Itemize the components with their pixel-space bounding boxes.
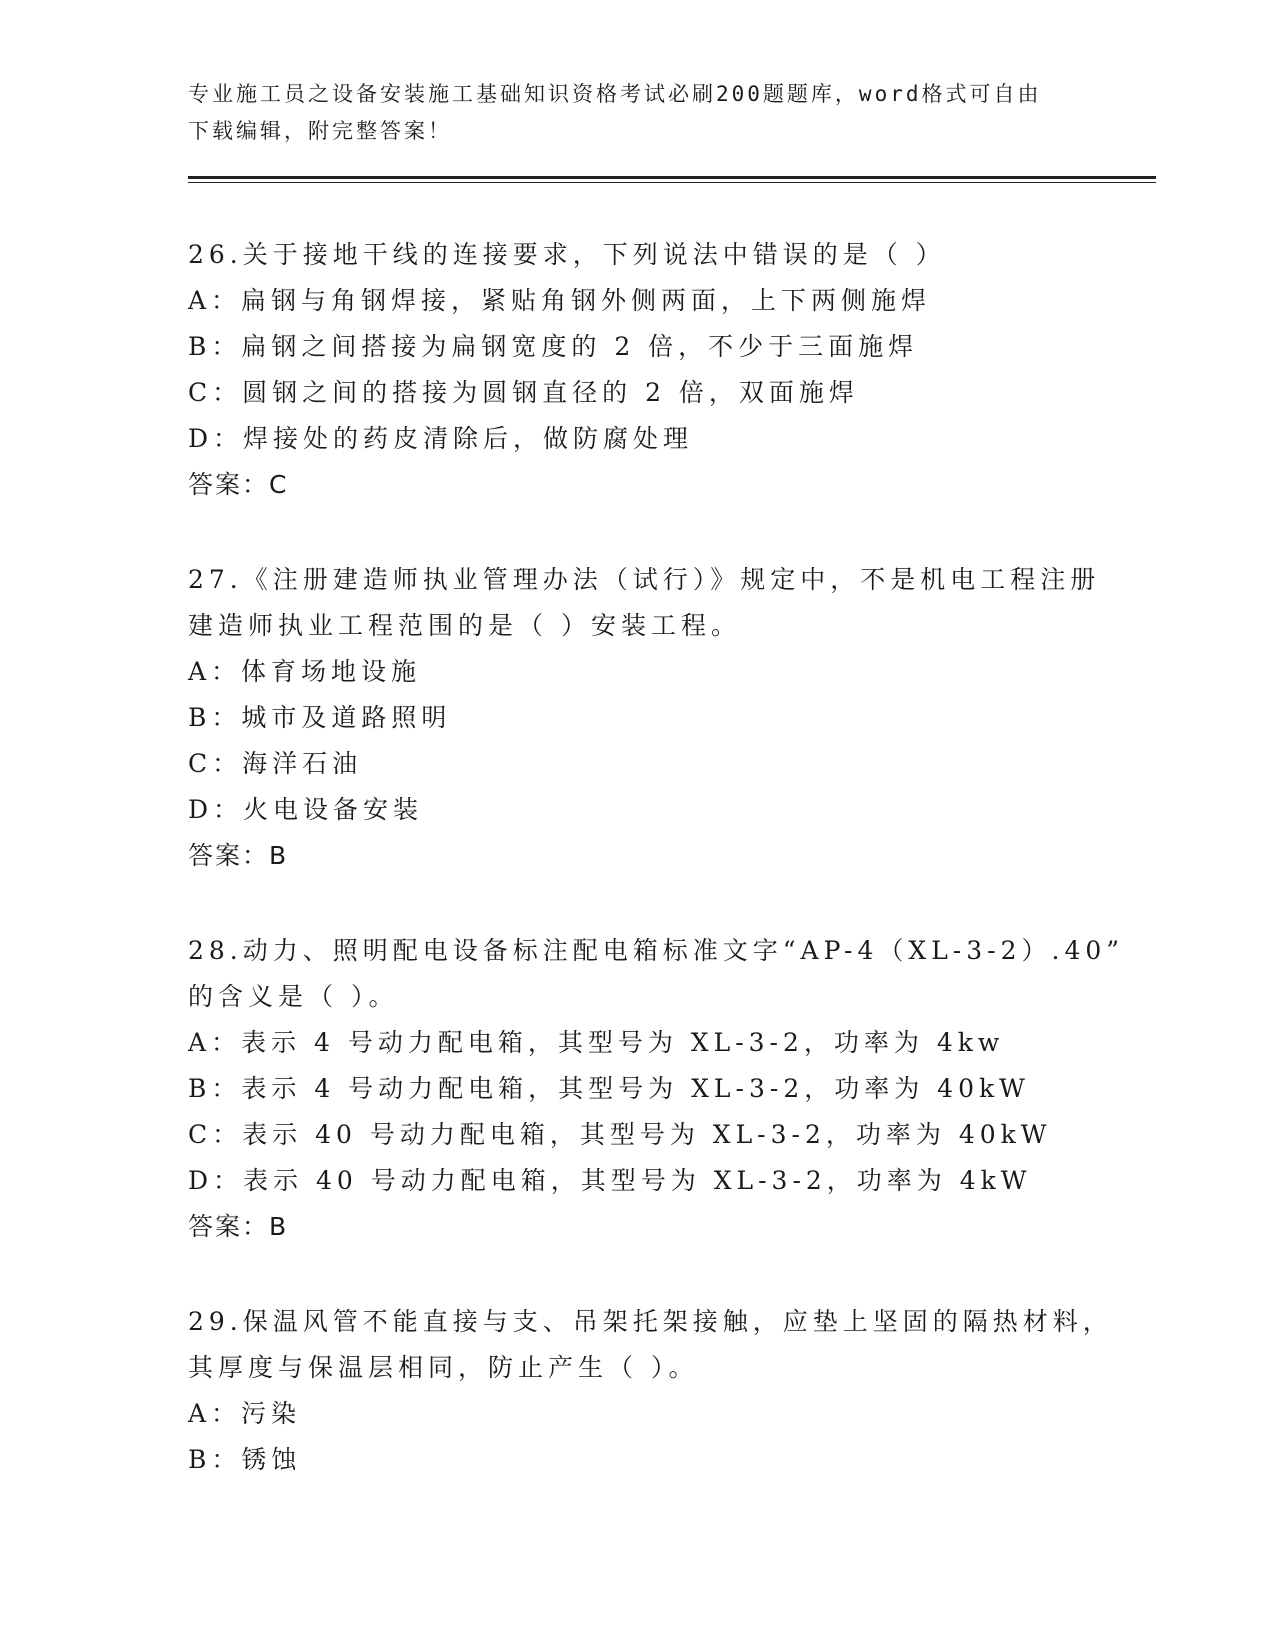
option-d: D：焊接处的药皮清除后，做防腐处理 [188,424,694,453]
header-divider-thin [188,182,1156,183]
answer: 答案：B [188,1212,289,1241]
option-c: C：海洋石油 [188,749,363,778]
option-a: A：体育场地设施 [188,657,422,686]
option-a: A：表示 4 号动力配电箱，其型号为 XL-3-2，功率为 4kw [188,1028,1005,1057]
header-line-2: 下载编辑，附完整答案！ [188,119,452,143]
option-a: A：扁钢与角钢焊接，紧贴角钢外侧两面，上下两侧施焊 [188,286,932,315]
answer: 答案：C [188,470,289,499]
header-divider-thick [188,176,1156,179]
option-d: D：表示 40 号动力配电箱，其型号为 XL-3-2，功率为 4kW [188,1166,1032,1195]
question-stem: 27.《注册建造师执业管理办法（试行）》规定中，不是机电工程注册 [188,565,1101,594]
question-stem: 29.保温风管不能直接与支、吊架托架接触，应垫上坚固的隔热材料， [188,1307,1113,1336]
option-d: D：火电设备安装 [188,795,424,824]
option-c: C：圆钢之间的搭接为圆钢直径的 2 倍，双面施焊 [188,378,859,407]
option-a: A：污染 [188,1399,302,1428]
question-stem-continued: 的含义是（ ）。 [188,982,399,1011]
option-b: B：扁钢之间搭接为扁钢宽度的 2 倍，不少于三面施焊 [188,332,919,361]
option-b: B：城市及道路照明 [188,703,452,732]
question-stem-continued: 建造师执业工程范围的是（ ）安装工程。 [188,611,741,640]
document-header [188,76,1088,150]
option-c: C：表示 40 号动力配电箱，其型号为 XL-3-2，功率为 40kW [188,1120,1052,1149]
answer: 答案：B [188,841,289,870]
option-b: B：表示 4 号动力配电箱，其型号为 XL-3-2，功率为 40kW [188,1074,1030,1103]
header-line-1: 专业施工员之设备安装施工基础知识资格考试必刷200题题库，word格式可自由 [188,82,1042,106]
question-stem: 26.关于接地干线的连接要求，下列说法中错误的是（ ） [188,240,946,269]
question-list [188,232,1125,1532]
question-27 [188,557,1101,879]
question-28 [188,928,1125,1250]
question-stem-continued: 其厚度与保温层相同，防止产生（ ）。 [188,1353,699,1382]
question-26 [188,232,1088,508]
option-b: B：锈蚀 [188,1445,302,1474]
question-29 [188,1299,1113,1483]
question-stem: 28.动力、照明配电设备标注配电箱标准文字“AP-4（XL-3-2）.40” [188,936,1125,965]
